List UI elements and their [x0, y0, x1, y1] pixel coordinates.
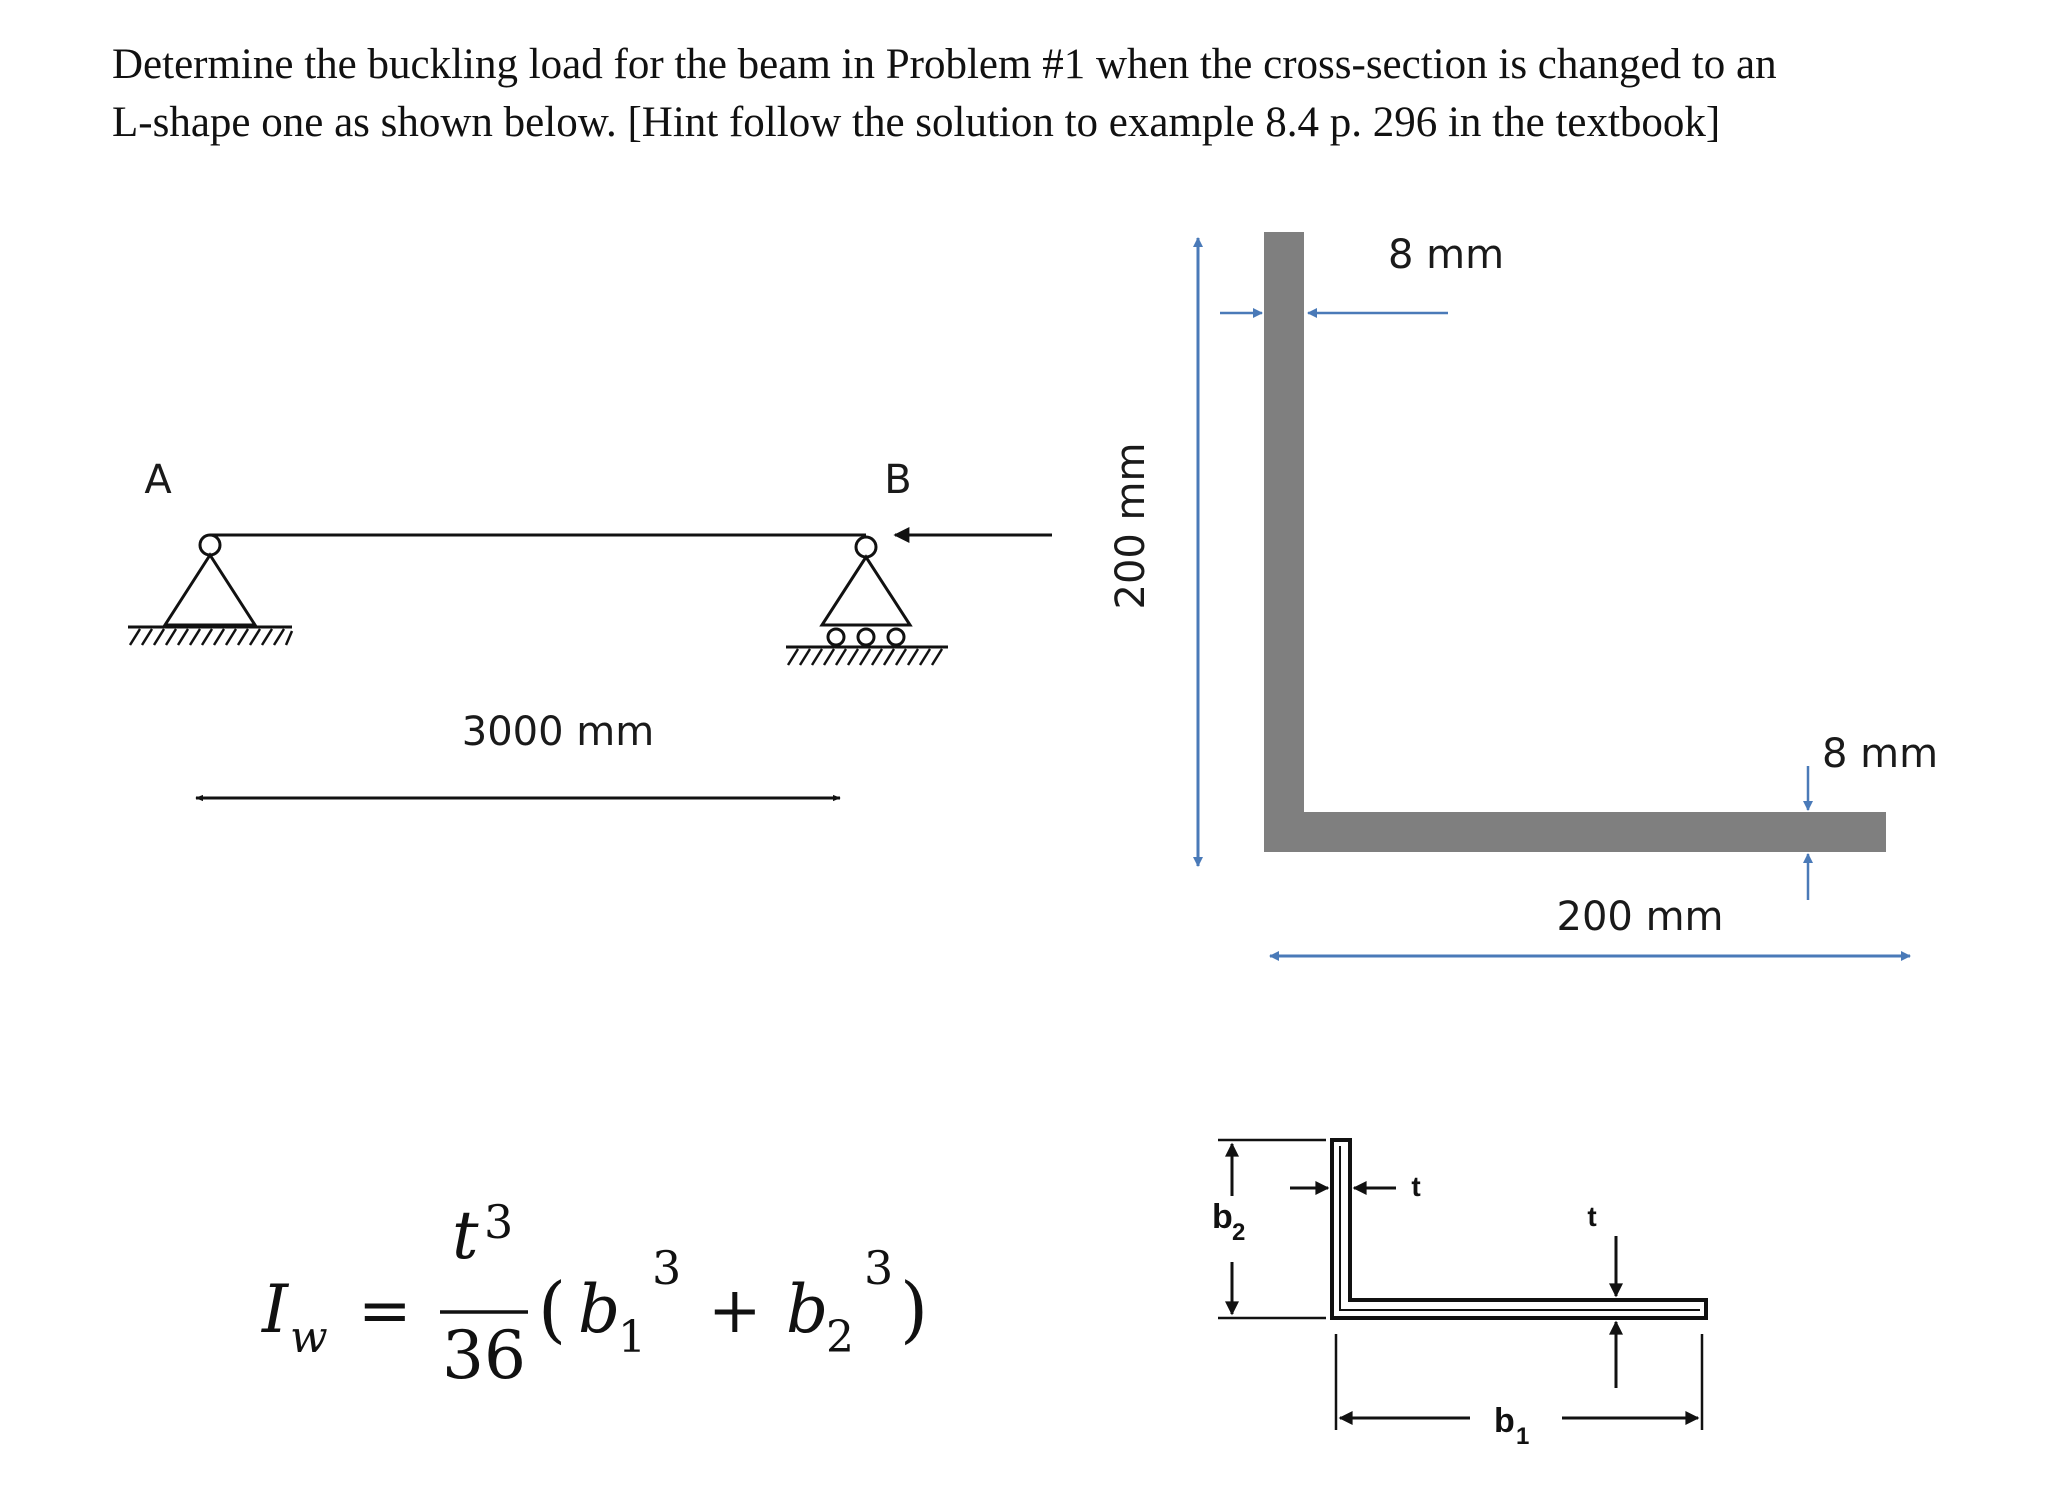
sketch-b1-subscript: 1	[1516, 1423, 1530, 1450]
support-b-label: B	[884, 457, 912, 503]
sketch-l-inner-line	[1340, 1146, 1700, 1310]
sketch-web-t-label: t	[1411, 1171, 1421, 1202]
formula-b1-subscript: 1	[618, 1312, 646, 1363]
l-cross-section-drawing	[1108, 232, 1938, 956]
formula-plus: +	[708, 1274, 762, 1348]
height-label: 200 mm	[1108, 442, 1154, 610]
l-section-shape	[1264, 232, 1886, 852]
formula-b2-subscript: 2	[826, 1312, 854, 1363]
width-label: 200 mm	[1556, 894, 1724, 940]
sketch-b2-label: b	[1212, 1198, 1233, 1236]
web-thickness-label: 8 mm	[1387, 232, 1505, 278]
formula-lhs: I	[262, 1271, 289, 1348]
formula-b1-exponent: 3	[652, 1241, 682, 1295]
reference-sketch	[1212, 1140, 1706, 1450]
sketch-flange-t-label: t	[1587, 1201, 1597, 1232]
formula-open-paren: (	[538, 1267, 567, 1351]
span-label: 3000 mm	[461, 709, 655, 755]
formula-numerator: t	[452, 1197, 479, 1274]
formula-denominator: 36	[442, 1317, 526, 1394]
warping-constant-formula	[261, 1195, 928, 1394]
formula-close-paren: )	[900, 1267, 929, 1351]
ground-hatch-a	[130, 629, 292, 645]
beam-diagram	[128, 457, 1052, 798]
problem-line-1: Determine the buckling load for the beam in Problem #1 when the cross-section is changed to an	[112, 41, 1777, 88]
ground-hatch-b	[788, 649, 942, 665]
formula-numerator-exponent: 3	[484, 1195, 514, 1249]
sketch-l-outline	[1332, 1140, 1706, 1318]
sketch-b2-subscript: 2	[1232, 1219, 1246, 1246]
roller-support-b	[786, 537, 948, 665]
formula-b1: b	[578, 1271, 621, 1348]
flange-thickness-label: 8 mm	[1821, 731, 1939, 777]
formula-lhs-subscript: w	[290, 1312, 328, 1363]
problem-line-2: L-shape one as shown below. [Hint follow the solution to example 8.4 p. 296 in the textbook]	[112, 99, 1721, 146]
formula-equals: =	[358, 1274, 412, 1348]
pin-support-a	[128, 535, 292, 645]
formula-b2: b	[786, 1271, 829, 1348]
formula-b2-exponent: 3	[864, 1241, 894, 1295]
support-a-label: A	[144, 457, 172, 503]
sketch-b1-label: b	[1494, 1402, 1515, 1440]
